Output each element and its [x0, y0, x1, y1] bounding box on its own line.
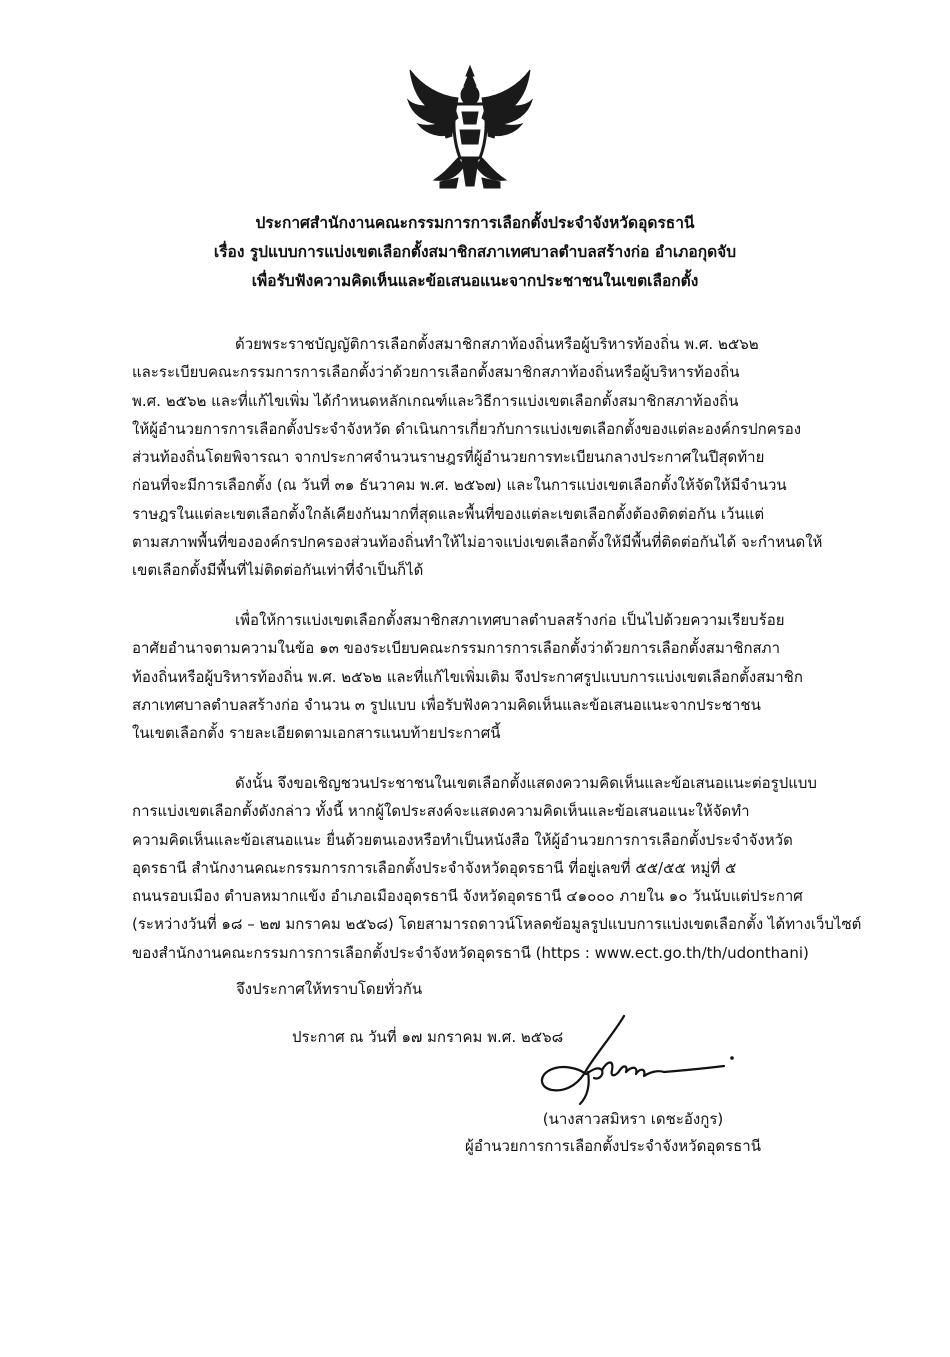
text-line: ก่อนที่จะมีการเลือกตั้ง (ณ วันที่ ๓๑ ธันวาคม พ.ศ. ๒๕๖๗) และในการแบ่งเขตเลือกตั้งให้จัดให้มีจำนวน	[132, 476, 787, 495]
garuda-emblem-icon	[400, 62, 540, 192]
announcement-title	[150, 209, 800, 296]
handwritten-signature	[528, 1012, 740, 1112]
text-line: ของสำนักงานคณะกรรมการการเลือกตั้งประจำจังหวัดอุดรธานี (https : www.ect.go.th/th/udonthani)	[132, 943, 809, 962]
paragraph-legal-basis	[132, 330, 822, 585]
text-line: เพื่อให้การแบ่งเขตเลือกตั้งสมาชิกสภาเทศบาลตำบลสร้างก่อ เป็นไปด้วยความเรียบร้อย	[235, 611, 785, 629]
text-line: อุดรธานี สำนักงานคณะกรรมการการเลือกตั้งประจำจังหวัดอุดรธานี ที่อยู่เลขที่ ๕๕/๕๕ หมู่ที่ ๕	[132, 858, 737, 877]
text-line: ท้องถิ่นหรือผู้บริหารท้องถิ่น พ.ศ. ๒๕๖๒ และที่แก้ไขเพิ่มเติม จึงประกาศรูปแบบการแบ่งเขตเลือกตั้งสมาชิก	[132, 667, 803, 686]
text-line: พ.ศ. ๒๕๖๒ และที่แก้ไขเพิ่ม ได้กำหนดหลักเกณฑ์และวิธีการแบ่งเขตเลือกตั้งสมาชิกสภาท้องถิ่น	[132, 391, 739, 410]
text-line: ในเขตเลือกตั้ง รายละเอียดตามเอกสารแนบท้ายประกาศนี้	[132, 724, 501, 743]
text-line: (ระหว่างวันที่ ๑๘ – ๒๗ มกราคม ๒๕๖๘) โดยสามารถดาวน์โหลดข้อมูลรูปแบบการแบ่งเขตเลือกตั้ง ได้ทางเว็บไซต์	[132, 915, 862, 934]
announcement-date: ประกาศ ณ วันที่ ๑๗ มกราคม พ.ศ. ๒๕๖๘	[292, 1028, 564, 1046]
text-line: ให้ผู้อำนวยการการเลือกตั้งประจำจังหวัด ดำเนินการเกี่ยวกับการแบ่งเขตเลือกตั้งของแต่ละองค์กรปกครอง	[132, 419, 802, 438]
text-line: ถนนรอบเมือง ตำบลหมากแข้ง อำเภอเมืองอุดรธานี จังหวัดอุดรธานี ๔๑๐๐๐ ภายใน ๑๐ วันนับแต่ประกาศ	[132, 887, 803, 906]
signer-name: (นางสาวสมิหรา เดชะอังกูร)	[542, 1110, 724, 1128]
text-line: อาศัยอำนาจตามความในข้อ ๑๓ ของระเบียบคณะกรรมการการเลือกตั้งว่าด้วยการเลือกตั้งสมาชิกสภา	[132, 639, 780, 658]
closing-statement: จึงประกาศให้ทราบโดยทั่วกัน	[236, 980, 423, 998]
text-line: ตามสภาพพื้นที่ขององค์กรปกครองส่วนท้องถิ่นทำให้ไม่อาจแบ่งเขตเลือกตั้งให้มีพื้นที่ติดต่อกันได้ จะกำหนดให้	[132, 533, 823, 552]
paragraph-announcement	[132, 606, 822, 747]
paragraph-invitation	[132, 769, 862, 967]
text-line: เขตเลือกตั้งมีพื้นที่ไม่ติดต่อกันเท่าที่จำเป็นก็ได้	[132, 561, 424, 580]
text-line: ดังนั้น จึงขอเชิญชวนประชาชนในเขตเลือกตั้งแสดงความคิดเห็นและข้อเสนอแนะต่อรูปแบบ	[235, 774, 817, 792]
text-line: ความคิดเห็นและข้อเสนอแนะ ยื่นด้วยตนเองหรือทำเป็นหนังสือ ให้ผู้อำนวยการการเลือกตั้งประจำจังหวัด	[132, 830, 793, 849]
text-line: และระเบียบคณะกรรมการการเลือกตั้งว่าด้วยการเลือกตั้งสมาชิกสภาท้องถิ่นหรือผู้บริหารท้องถิ่น	[132, 363, 740, 382]
signer-position: ผู้อำนวยการการเลือกตั้งประจำจังหวัดอุดรธานี	[465, 1137, 761, 1155]
title-line: ประกาศสำนักงานคณะกรรมการการเลือกตั้งประจำจังหวัดอุดรธานี	[255, 214, 695, 232]
text-line: การแบ่งเขตเลือกตั้งดังกล่าว ทั้งนี้ หากผู้ใดประสงค์จะแสดงความคิดเห็นและข้อเสนอแนะให้จัดทำ	[132, 802, 750, 821]
text-line: สภาเทศบาลตำบลสร้างก่อ จำนวน ๓ รูปแบบ เพื่อรับฟังความคิดเห็นและข้อเสนอแนะจากประชาชน	[132, 695, 761, 714]
text-line: ราษฎรในแต่ละเขตเลือกตั้งใกล้เคียงกันมากที่สุดและพื้นที่ของแต่ละเขตเลือกตั้งต้องติดต่อกัน เว้นแต่	[132, 504, 765, 523]
text-line: ด้วยพระราชบัญญัติการเลือกตั้งสมาชิกสภาท้องถิ่นหรือผู้บริหารท้องถิ่น พ.ศ. ๒๕๖๒	[235, 335, 759, 353]
purpose-line: เพื่อรับฟังความคิดเห็นและข้อเสนอแนะจากประชาชนในเขตเลือกตั้ง	[251, 272, 699, 290]
subject-line: เรื่อง รูปแบบการแบ่งเขตเลือกตั้งสมาชิกสภาเทศบาลตำบลสร้างก่อ อำเภอกุดจับ	[213, 243, 737, 261]
text-line: ส่วนท้องถิ่นโดยพิจารณา จากประกาศจำนวนราษฎรที่ผู้อำนวยการทะเบียนกลางประกาศในปีสุดท้าย	[132, 448, 765, 467]
